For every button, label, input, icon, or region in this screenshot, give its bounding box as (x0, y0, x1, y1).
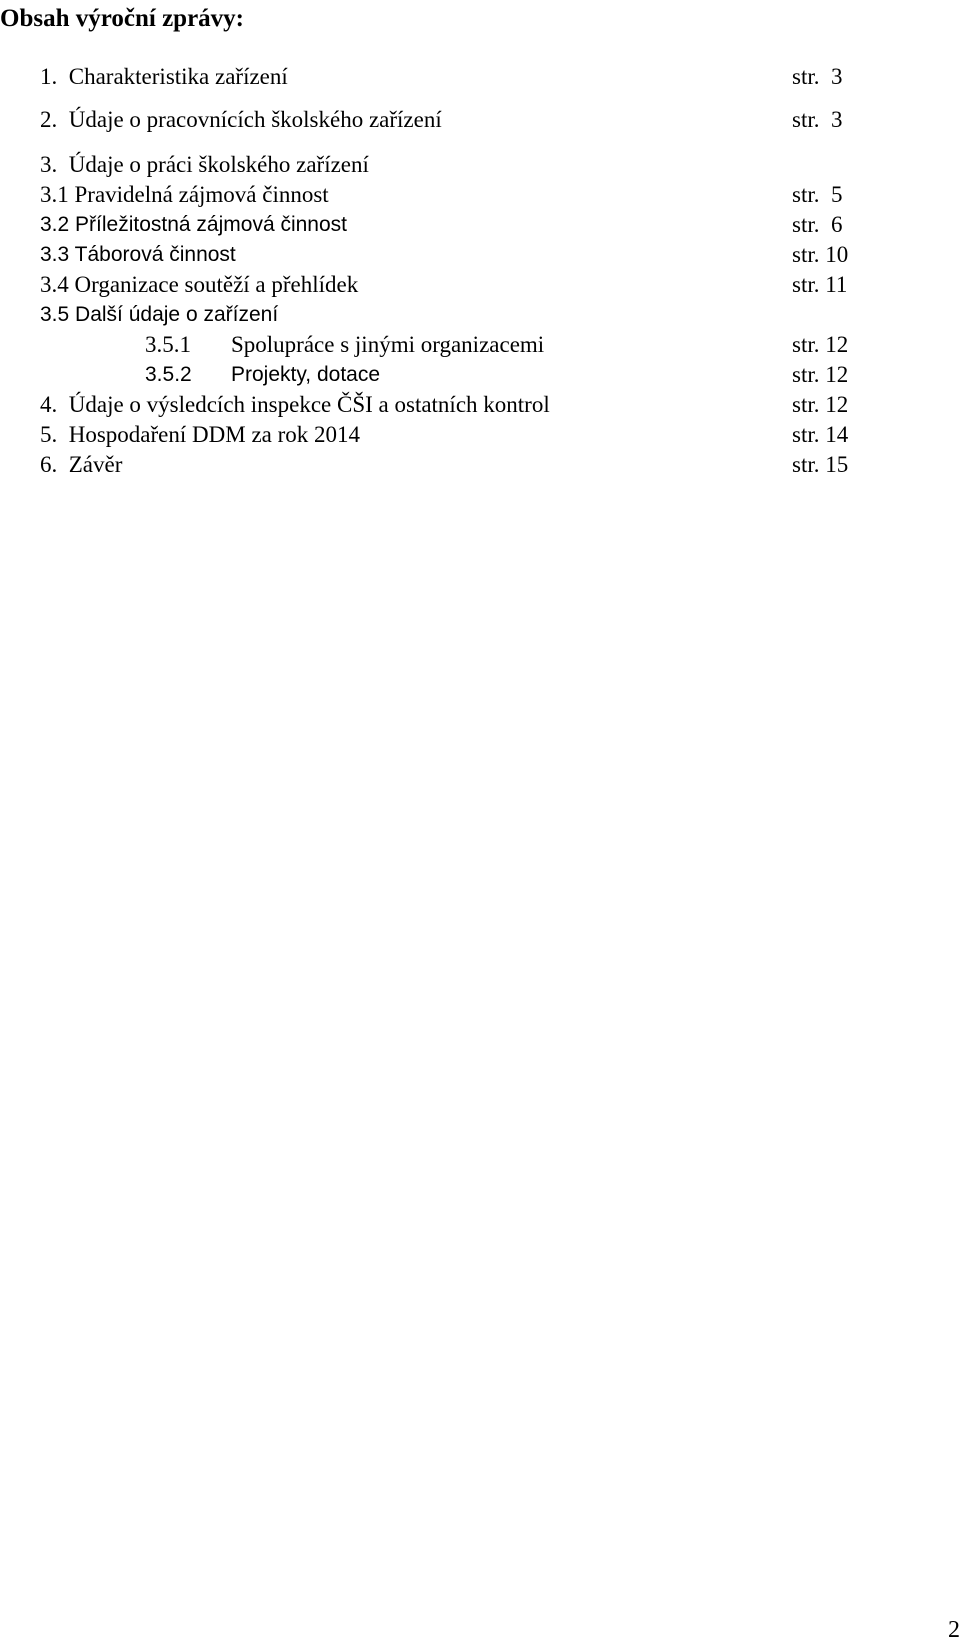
toc-entry-3-2 (40, 210, 347, 240)
toc-entry-page: str. 3 (792, 64, 843, 89)
toc-entry-page: str. 3 (792, 107, 843, 132)
toc-entry-3-5-1 (145, 330, 544, 360)
toc-entry-title: Závěr (68, 452, 123, 477)
toc-entry-title: Charakteristika zařízení (68, 64, 288, 89)
toc-entry-number: 3.1 (40, 182, 69, 207)
toc-entry-title: Údaje o práci školského zařízení (68, 152, 369, 177)
toc-entry-number: 2. (40, 107, 58, 132)
toc-entry-4 (40, 390, 550, 420)
toc-entry-title: Hospodaření DDM za rok 2014 (68, 422, 361, 447)
toc-entry-3-1 (40, 180, 329, 210)
toc-entry-title: Organizace soutěží a přehlídek (74, 272, 359, 297)
toc-entry-title: Další údaje o zařízení (75, 303, 279, 326)
toc-entry-1 (40, 62, 288, 92)
toc-entry-number: 3.5.2 (145, 363, 192, 386)
toc-entry-title: Pravidelná zájmová činnost (74, 182, 329, 207)
toc-entry-number: 3.4 (40, 272, 69, 297)
toc-entry-page: str. 12 (792, 362, 849, 387)
toc-entry-page: str. 6 (792, 212, 843, 237)
toc-entry-3 (40, 150, 369, 180)
toc-entry-page: str. 10 (792, 242, 849, 267)
toc-entry-page: str. 12 (792, 392, 849, 417)
toc-entry-number: 3.2 (40, 213, 70, 236)
page-number: 2 (948, 1617, 960, 1643)
toc-entry-5 (40, 420, 360, 450)
toc-entry-title: Táborová činnost (74, 243, 236, 266)
toc-entry-title: Příležitostná zájmová činnost (75, 213, 348, 236)
toc-entry-2 (40, 105, 442, 135)
toc-entry-number: 6. (40, 452, 58, 477)
toc-entry-page: str. 15 (792, 452, 849, 477)
toc-entry-number: 5. (40, 422, 58, 447)
toc-entry-number: 3. (40, 152, 58, 177)
toc-entry-title: Projekty, dotace (231, 363, 381, 386)
toc-entry-title: Spolupráce s jinými organizacemi (231, 332, 545, 357)
toc-entry-title: Údaje o pracovnících školského zařízení (68, 107, 442, 132)
toc-entry-number: 3.3 (40, 243, 70, 266)
toc-entry-3-5-2 (145, 360, 380, 390)
toc-entry-6 (40, 450, 122, 480)
toc-entry-page: str. 12 (792, 332, 849, 357)
toc-entry-number: 3.5 (40, 303, 70, 326)
toc-heading: Obsah výroční zprávy: (0, 5, 244, 32)
toc-entry-page: str. 11 (792, 272, 848, 297)
toc-entry-title: Údaje o výsledcích inspekce ČŠI a ostatních kontrol (68, 392, 550, 417)
toc-entry-page: str. 14 (792, 422, 849, 447)
toc-entry-3-3 (40, 240, 236, 270)
toc-entry-number: 4. (40, 392, 58, 417)
toc-entry-3-4 (40, 270, 358, 300)
toc-entry-number: 1. (40, 64, 58, 89)
toc-entry-3-5 (40, 300, 278, 330)
toc-entry-number: 3.5.1 (145, 332, 191, 357)
toc-entry-page: str. 5 (792, 182, 843, 207)
